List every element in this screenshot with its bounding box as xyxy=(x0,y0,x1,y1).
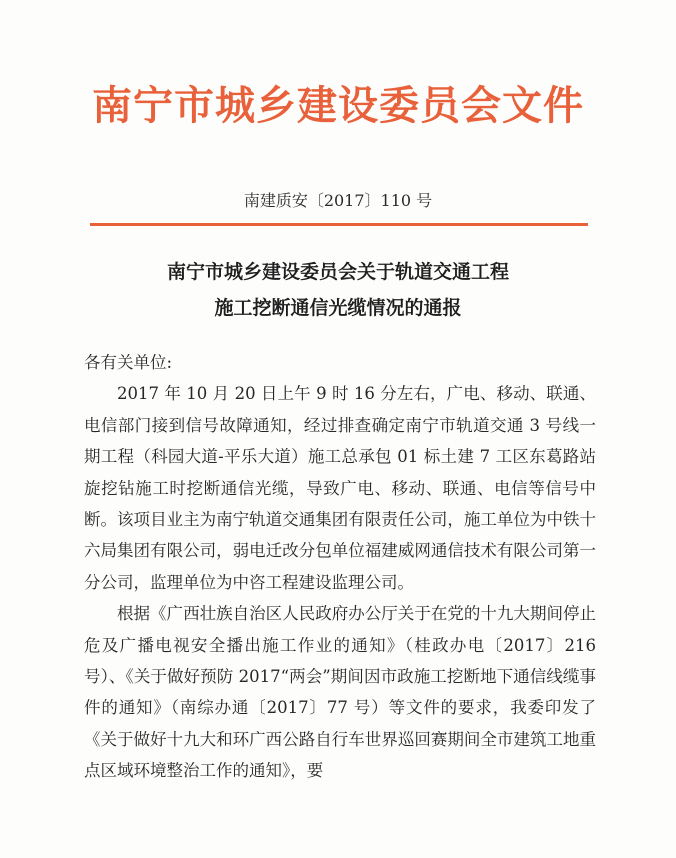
salutation: 各有关单位: xyxy=(84,353,173,372)
body-paragraph-1: 2017 年 10 月 20 日上午 9 时 16 分左右，广电、移动、联通、电信部门接到信号故障通知，经过排查确定南宁市轨道交通 3 号线一期工程（科园大道-平乐大道）施工总承包 01 标土建 7 工区东葛路站旋挖钻施工时挖断通信光缆，导致广电、移动、联通、电信等信号中断。该项目业主为南宁轨道交通集团有限责任公司，施工单位为中铁十六局集团有限公司，弱电迁改分包单位福建威网通信技术有限公司第一分公司，监理单位为中咨工程建设监理公司。 xyxy=(84,384,596,592)
document-title-line-1: 南宁市城乡建设委员会关于轨道交通工程 xyxy=(166,261,509,283)
document-number: 南建质安〔2017〕110 号 xyxy=(243,191,433,210)
red-divider-line xyxy=(90,223,588,226)
body-paragraph-2: 根据《广西壮族自治区人民政府办公厅关于在党的十九大期间停止危及广播电视安全播出施工作业的通知》（桂政办电〔2017〕216 号）、《关于做好预防 2017“两会”期间因市政施工挖断地下通信线缆事件的通知》（南综办通〔2017〕77 号）等文件的要求，我委印发了《关于做好十九大和环广西公路自行车世界巡回赛期间全市建筑工地重点区域环境整治工作的通知》，要 xyxy=(84,604,596,781)
masthead-title: 南宁市城乡建设委员会文件 xyxy=(92,82,584,129)
document-title-line-2: 施工挖断通信光缆情况的通报 xyxy=(214,297,462,319)
document-body xyxy=(84,347,596,787)
